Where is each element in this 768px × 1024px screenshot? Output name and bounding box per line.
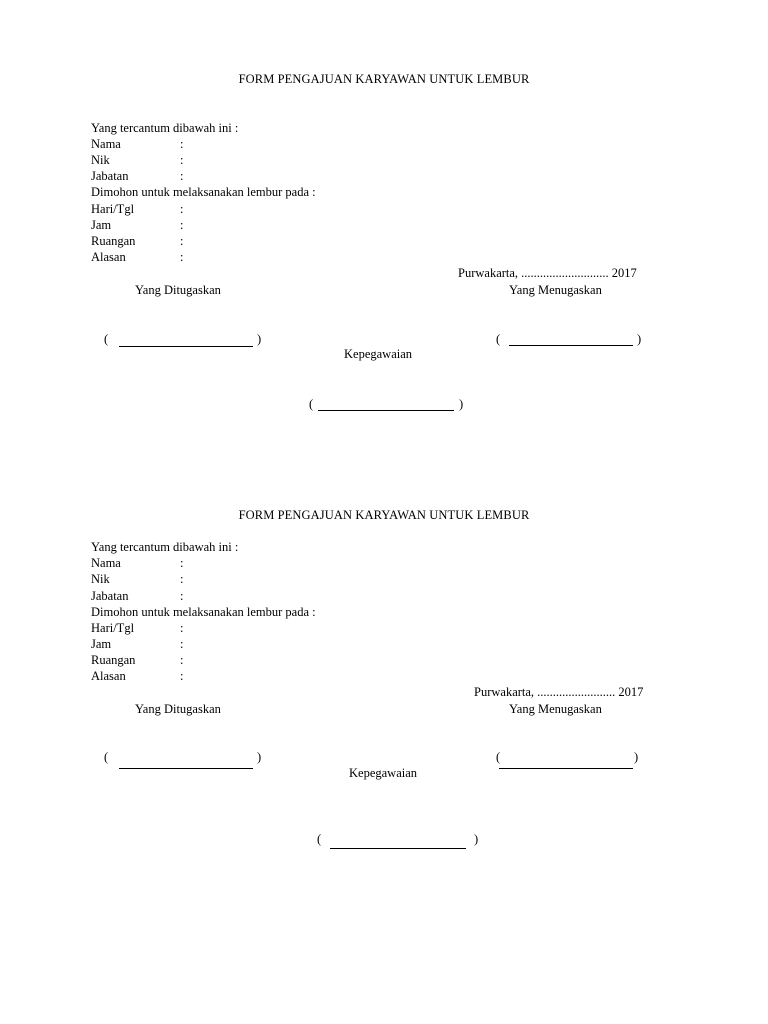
field-colon: : [180,669,184,683]
field-label-nama: Nama [91,137,121,151]
close-paren: ) [257,750,262,764]
form-title: FORM PENGAJUAN KARYAWAN UNTUK LEMBUR [238,508,530,522]
assigner-label: Yang Menugaskan [509,283,602,297]
place-date: Purwakarta, ......................... 2017 [474,685,644,699]
field-label-jabatan: Jabatan [91,169,129,183]
field-label-hari-tgl: Hari/Tgl [91,621,135,635]
signature-line [119,768,253,769]
form-title: FORM PENGAJUAN KARYAWAN UNTUK LEMBUR [238,72,530,86]
field-label-ruangan: Ruangan [91,234,136,248]
field-colon: : [180,637,184,651]
assigner-label: Yang Menugaskan [509,702,602,716]
place-date: Purwakarta, ............................ 2017 [458,266,637,280]
field-colon: : [180,137,184,151]
field-label-alasan: Alasan [91,250,126,264]
field-colon: : [180,169,184,183]
field-colon: : [180,218,184,232]
signature-line [119,346,253,347]
open-paren: ( [496,332,501,346]
field-colon: : [180,589,184,603]
signature-line [318,410,454,411]
field-label-alasan: Alasan [91,669,126,683]
field-colon: : [180,653,184,667]
close-paren: ) [474,832,479,846]
open-paren: ( [309,397,314,411]
field-label-jam: Jam [91,637,112,651]
hr-label: Kepegawaian [349,766,418,780]
request-text: Dimohon untuk melaksanakan lembur pada : [91,605,316,619]
intro-text: Yang tercantum dibawah ini : [91,121,239,135]
field-label-nik: Nik [91,153,110,167]
signature-line [499,768,633,769]
field-label-ruangan: Ruangan [91,653,136,667]
field-colon: : [180,621,184,635]
open-paren: ( [104,750,109,764]
open-paren: ( [104,332,109,346]
field-colon: : [180,556,184,570]
field-label-hari-tgl: Hari/Tgl [91,202,135,216]
field-colon: : [180,572,184,586]
assignee-label: Yang Ditugaskan [135,283,221,297]
field-label-nik: Nik [91,572,110,586]
close-paren: ) [257,332,262,346]
field-colon: : [180,234,184,248]
field-label-nama: Nama [91,556,121,570]
intro-text: Yang tercantum dibawah ini : [91,540,239,554]
field-colon: : [180,202,184,216]
field-colon: : [180,250,184,264]
close-paren: ) [459,397,464,411]
signature-line [330,848,466,849]
field-label-jam: Jam [91,218,112,232]
assignee-label: Yang Ditugaskan [135,702,221,716]
close-paren: ) [634,750,639,764]
open-paren: ( [496,750,501,764]
request-text: Dimohon untuk melaksanakan lembur pada : [91,185,316,199]
signature-line [509,345,633,346]
open-paren: ( [317,832,322,846]
field-colon: : [180,153,184,167]
field-label-jabatan: Jabatan [91,589,129,603]
hr-label: Kepegawaian [344,347,413,361]
close-paren: ) [637,332,642,346]
